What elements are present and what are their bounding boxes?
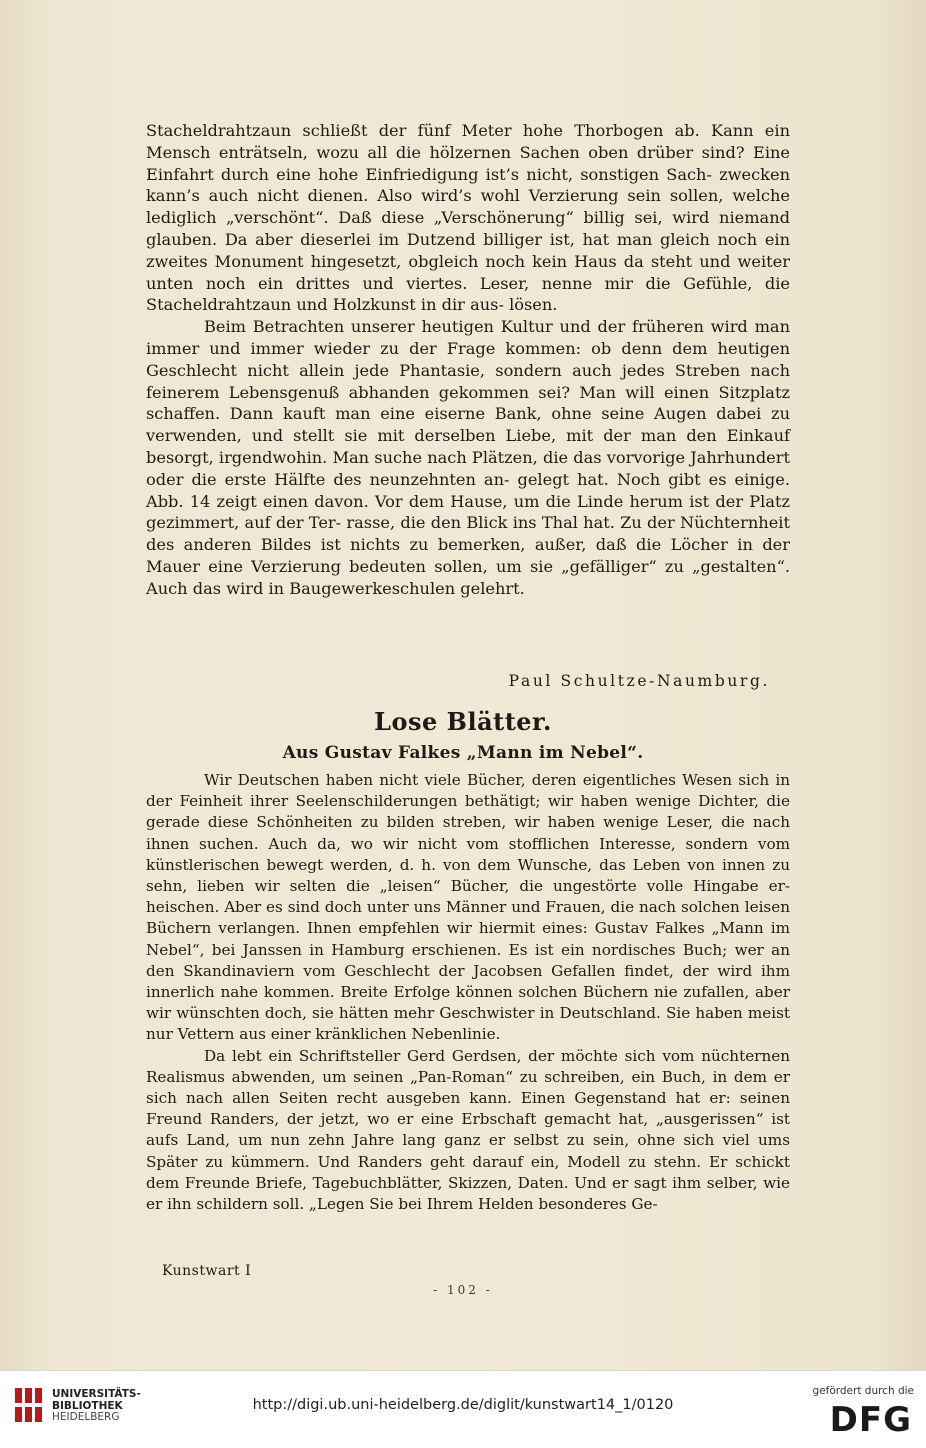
sheet-signature: Kunstwart I (162, 1263, 252, 1279)
section-heading: Lose Blätter. (374, 707, 552, 736)
page-number: - 102 - (433, 1283, 493, 1297)
viewer-footer (0, 1370, 926, 1448)
library-name[interactable]: UNIVERSITÄTS- BIBLIOTHEK HEIDELBERG (52, 1388, 141, 1423)
article-body-top (146, 120, 790, 600)
paragraph: Wir Deutschen haben nicht viele Bücher, deren eigentliches Wesen sich in der Feinheit ihrer Seelenschilderungen bethätigt; wir haben wenige Dichter, die gerade diese Schönheiten zu bilden streben, wir haben wenige Leser, die nach ihnen suchen. Auch da, wo wir nicht vom stofflichen Interesse, sondern vom künstlerischen bewegt werden, d. h. von dem Wunsche, das Leben von innen zu sehn, lieben wir selten die „leisen“ Bücher, die ungestörte volle Hingabe er- heischen. Aber es sind doch unter uns Männer und Frauen, die nach solchen leisen Büchern verlangen. Ihnen empfehlen wir hiermit eines: Gustav Falkes „Mann im Nebel“, bei Janssen in Hamburg erschienen. Es ist ein nordisches Buch; wer an den Skandinaviern vom Geschlecht der Jacobsen Gefallen findet, der wird ihm innerlich nahe kommen. Breite Erfolge können solchen Büchern nie zufallen, aber wir wünschten doch, sie hätten mehr Geschwister in Deutschland. Sie haben meist nur Vettern aus einer kränklichen Nebenlinie. (146, 771, 790, 1044)
author-signature: Paul Schultze-Naumburg. (508, 672, 770, 690)
permalink-url[interactable]: http://digi.ub.uni-heidelberg.de/diglit/kunstwart14_1/0120 (252, 1397, 674, 1413)
article-heading: Aus Gustav Falkes „Mann im Nebel“. (282, 743, 644, 763)
paragraph: Da lebt ein Schriftsteller Gerd Gerdsen, der möchte sich vom nüchternen Realismus abwenden, um seinen „Pan-Roman“ zu schreiben, ein Buch, in dem er sich nach allen Seiten recht ausgeben kann. Einen Gegenstand hat er: seinen Freund Randers, der jetzt, wo er eine Erbschaft gemacht hat, „ausgerissen“ ist aufs Land, um nun zehn Jahre lang ganz er selbst zu sein, ohne sich viel ums Später zu kümmern. Und Randers geht darauf ein, Modell zu stehn. Er schickt dem Freunde Briefe, Tagebuchblätter, Skizzen, Daten. Und er sagt ihm selber, wie er ihn schildern soll. „Legen Sie bei Ihrem Helden besonderes Ge- (146, 1046, 790, 1214)
paragraph: Beim Betrachten unserer heutigen Kultur und der früheren wird man immer und immer wieder zu der Frage kommen: ob denn dem heutigen Geschlecht nicht allein jede Phantasie, sondern auch jedes Streben nach feinerem Lebensgenuß abhanden gekommen sei? Man will einen Sitzplatz schaffen. Dann kauft man eine eiserne Bank, ohne seine Augen dabei zu verwenden, und stellt sie mit derselben Liebe, mit der man den Einkauf besorgt, irgendwohin. Man suche nach Plätzen, die das vorvorige Jahrhundert oder die erste Hälfte des neunzehnten an- gelegt hat. Noch gibt es einige. Abb. 14 zeigt einen davon. Vor dem Hause, um die Linde herum ist der Platz gezimmert, auf der Ter- rasse, die den Blick ins Thal hat. Zu der Nüchternheit des anderen Bildes ist nichts zu bemerken, außer, daß die Löcher in der Mauer eine Verzierung bedeuten sollen, um sie „gefälliger“ zu „gestalten“. Auch das wird in Baugewerkeschulen gelehrt. (146, 317, 790, 598)
paragraph: Stacheldrahtzaun schließt der fünf Meter hohe Thorbogen ab. Kann ein Mensch enträtseln, wozu all die hölzernen Sachen oben drüber sind? Eine Einfahrt durch eine hohe Einfriedigung ist’s nicht, sonstigen Sach- zwecken kann’s auch nicht dienen. Also wird’s wohl Verzierung sein sollen, welche lediglich „verschönt“. Daß diese „Verschönerung“ billig sei, wird niemand glauben. Da aber dieserlei im Dutzend billiger ist, hat man gleich noch ein zweites Monument hingesetzt, obgleich noch kein Haus da steht und weiter unten noch ein drittes und viertes. Leser, nenne mir die Gefühle, die Stacheldrahtzaun und Holzkunst in dir aus- lösen. (146, 121, 790, 315)
dfg-logo[interactable]: DFG (829, 1400, 912, 1440)
article-body-bottom (146, 770, 790, 1215)
funding-note: gefördert durch die (812, 1385, 914, 1397)
